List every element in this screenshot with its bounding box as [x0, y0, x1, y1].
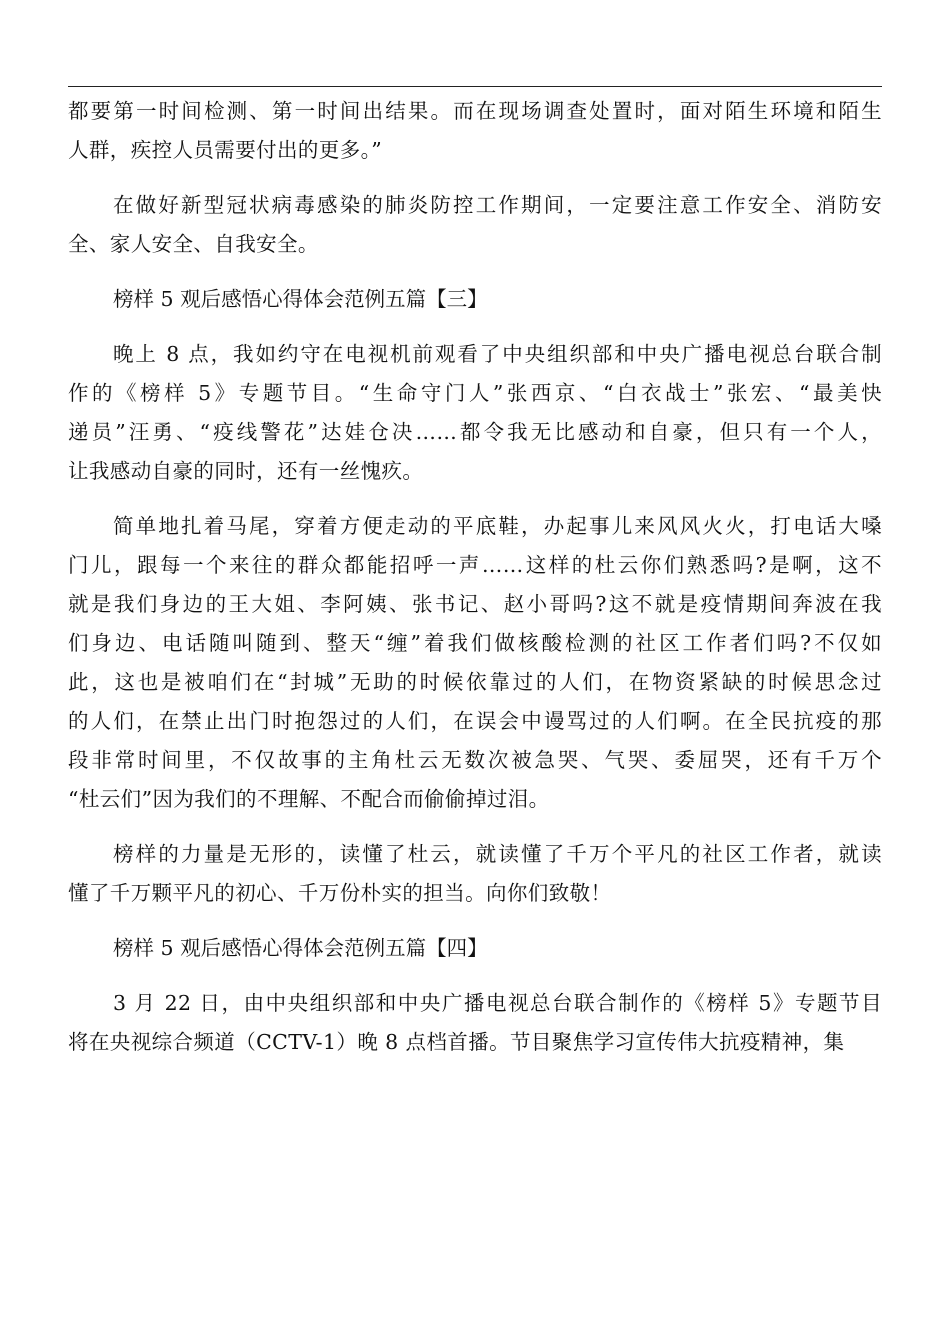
text-line: 作的《榜样 5》专题节目。“生命守门人”张西京、“白衣战士”张宏、“最美快 [68, 381, 882, 405]
body-paragraph [68, 335, 882, 491]
body-paragraph [68, 186, 882, 264]
document-body [68, 92, 882, 1062]
text-line: 段非常时间里，不仅故事的主角杜云无数次被急哭、气哭、委屈哭，还有千万个 [68, 748, 882, 772]
body-paragraph [68, 835, 882, 913]
text-line: 晚上 8 点，我如约守在电视机前观看了中央组织部和中央广播电视总台联合制 [113, 342, 882, 366]
body-paragraph [68, 92, 882, 170]
paragraph-gap [68, 319, 882, 335]
text-line: 递员”汪勇、“疫线警花”达娃仓决……都令我无比感动和自豪，但只有一个人， [68, 420, 882, 444]
paragraph-gap [68, 819, 882, 835]
text-line: 将在央视综合频道（CCTV-1）晚 8 点档首播。节目聚焦学习宣传伟大抗疫精神，集 [68, 1030, 845, 1054]
text-line: 榜样 5 观后感悟心得体会范例五篇【四】 [113, 936, 488, 960]
body-paragraph [68, 984, 882, 1062]
header-rule [68, 86, 882, 87]
text-line: 3 月 22 日，由中央组织部和中央广播电视总台联合制作的《榜样 5》专题节目 [113, 991, 882, 1015]
paragraph-gap [68, 170, 882, 186]
section-heading [68, 929, 882, 968]
paragraph-gap [68, 968, 882, 984]
text-line: 让我感动自豪的同时，还有一丝愧疚。 [68, 459, 424, 483]
text-line: 榜样 5 观后感悟心得体会范例五篇【三】 [113, 287, 488, 311]
body-paragraph [68, 507, 882, 819]
section-heading [68, 280, 882, 319]
paragraph-gap [68, 491, 882, 507]
text-line: “杜云们”因为我们的不理解、不配合而偷偷掉过泪。 [68, 787, 550, 811]
text-line: 懂了千万颗平凡的初心、千万份朴实的担当。向你们致敬！ [68, 881, 612, 905]
text-line: 榜样的力量是无形的，读懂了杜云，就读懂了千万个平凡的社区工作者，就读 [113, 842, 882, 866]
text-line: 门儿，跟每一个来往的群众都能招呼一声……这样的杜云你们熟悉吗?是啊，这不 [68, 553, 882, 577]
text-line: 都要第一时间检测、第一时间出结果。而在现场调查处置时，面对陌生环境和陌生 [68, 99, 882, 123]
text-line: 人群，疾控人员需要付出的更多。” [68, 138, 383, 162]
text-line: 的人们，在禁止出门时抱怨过的人们，在误会中谩骂过的人们啊。在全民抗疫的那 [68, 709, 882, 733]
text-line: 在做好新型冠状病毒感染的肺炎防控工作期间，一定要注意工作安全、消防安 [113, 193, 882, 217]
text-line: 此，这也是被咱们在“封城”无助的时候依靠过的人们，在物资紧缺的时候思念过 [68, 670, 882, 694]
paragraph-gap [68, 264, 882, 280]
text-line: 们身边、电话随叫随到、整天“缠”着我们做核酸检测的社区工作者们吗?不仅如 [68, 631, 882, 655]
text-line: 就是我们身边的王大姐、李阿姨、张书记、赵小哥吗?这不就是疫情期间奔波在我 [68, 592, 882, 616]
text-line: 全、家人安全、自我安全。 [68, 232, 319, 256]
paragraph-gap [68, 913, 882, 929]
text-line: 简单地扎着马尾，穿着方便走动的平底鞋，办起事儿来风风火火，打电话大嗓 [113, 514, 882, 538]
